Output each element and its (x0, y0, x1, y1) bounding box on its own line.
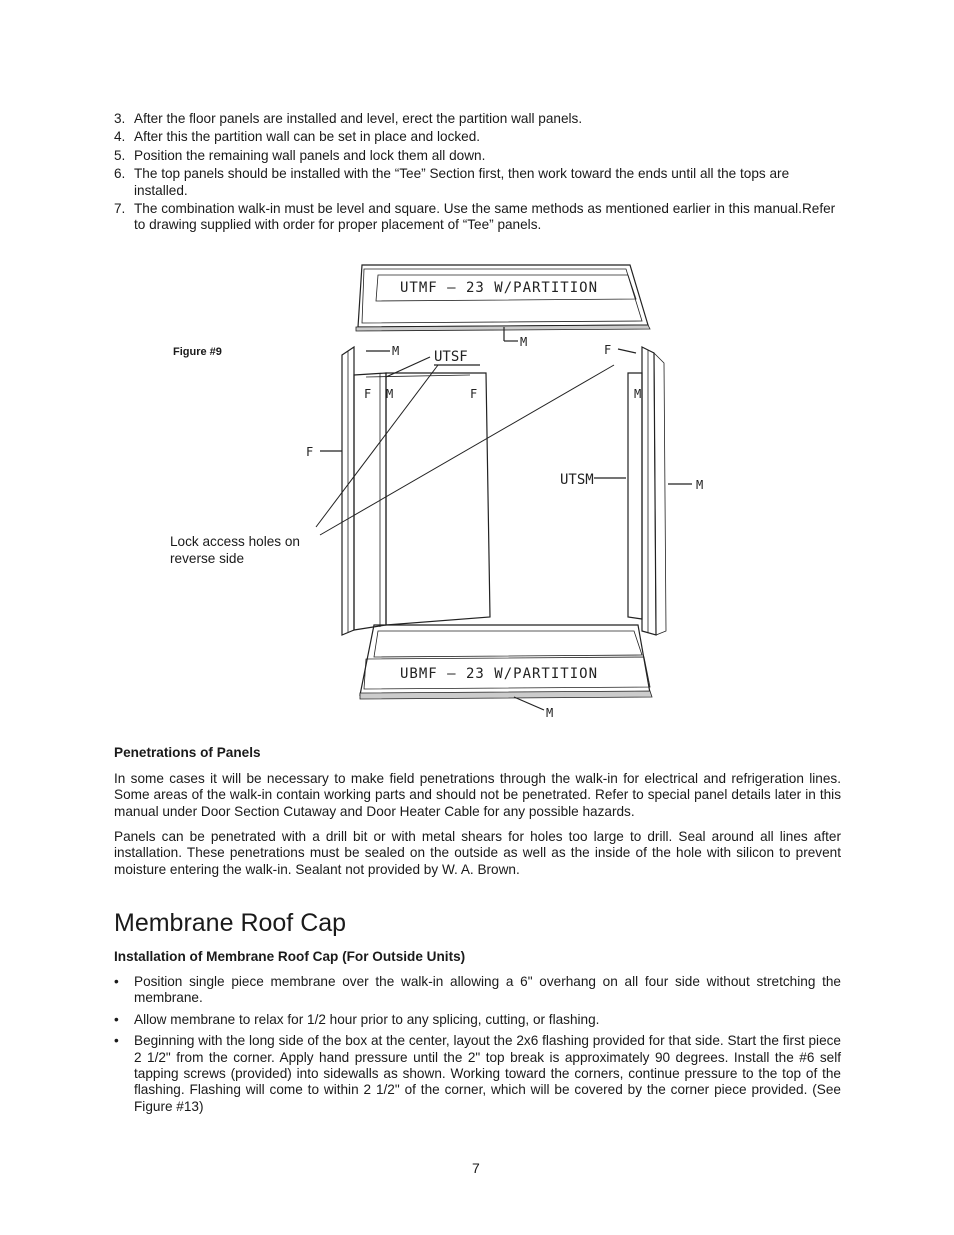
step-text: The combination walk-in must be level and square. Use the same methods as mentioned earlier in this manual.Refer to drawing supplied with order for proper placement of “Tee” panels. (134, 201, 836, 233)
step-item (114, 129, 844, 145)
bullet-text: Beginning with the long side of the box at the center, layout the 2x6 flashing provided for that side. Start the first piece 2 1/2" from the corner. Apply hand pressure until the 2" top break is approximately 90 degrees. Install the #6 self tapping screws (provided) into sidewalls as shown. Working toward the corners, continue pressure to the top of the flashing. Flashing will come to within 2 1/2" of the corner, which will be covered by the corner piece provided. (See Figure #13) (134, 1033, 841, 1114)
marker-m: M (696, 478, 704, 492)
bullet-text: Position single piece membrane over the walk-in allowing a 6" overhang on all four side without stretching the membrane. (134, 974, 841, 1006)
marker-f: F (364, 387, 372, 401)
membrane-instructions (114, 974, 841, 1120)
step-number: 5. (114, 147, 126, 163)
figure-label: Figure #9 (173, 346, 222, 358)
bullet-mark: • (114, 974, 119, 989)
step-text: After this the partition wall can be set in place and locked. (134, 129, 481, 145)
membrane-title: Membrane Roof Cap (114, 909, 347, 937)
bullet-text: Allow membrane to relax for 1/2 hour prior to any splicing, cutting, or flashing. (134, 1011, 600, 1027)
marker-f: F (306, 445, 314, 459)
step-text: The top panels should be installed with the “Tee” Section first, then work toward the ends until all the tops are installed. (134, 166, 790, 198)
utsm-label: UTSM (560, 472, 594, 488)
list-item (114, 1033, 841, 1115)
penetrations-paragraph: In some cases it will be necessary to make field penetrations through the walk-in for electrical and refrigeration lines. Some areas of the walk-in contain working parts and should not be penetrated. Refer to special panel details later in this manual under Door Section Cutaway and Door Heater Cable for any possible hazards. (114, 771, 841, 819)
step-number: 7. (114, 201, 126, 217)
left-wall-panel (306, 344, 399, 635)
bottom-panel (360, 625, 652, 720)
list-item (114, 1012, 841, 1028)
lock-access-note: Lock access holes on reverse side (170, 534, 300, 566)
marker-m: M (392, 344, 400, 358)
bottom-panel-label: UBMF – 23 W/PARTITION (400, 666, 599, 682)
panel-assembly-diagram (290, 255, 720, 725)
marker-m: M (546, 706, 554, 720)
marker-f: F (470, 387, 478, 401)
bullet-mark: • (114, 1011, 119, 1027)
membrane-subheading: Installation of Membrane Roof Cap (For Outside Units) (114, 949, 466, 964)
lock-leader-line (316, 365, 438, 527)
step-item (114, 201, 844, 234)
installation-steps (114, 111, 844, 236)
marker-f: F (604, 343, 612, 357)
top-panel (356, 265, 650, 349)
step-number: 3. (114, 111, 126, 126)
right-wall-panel (560, 343, 703, 635)
step-item (114, 111, 844, 127)
marker-m: M (520, 335, 528, 349)
step-text: After the floor panels are installed and level, erect the partition wall panels. (134, 111, 583, 126)
page-number: 7 (472, 1160, 480, 1176)
bullet-mark: • (114, 1033, 119, 1049)
partition-wall-panel (366, 349, 490, 625)
top-panel-label: UTMF – 23 W/PARTITION (400, 280, 599, 296)
utsf-label: UTSF (434, 349, 468, 365)
list-item (114, 974, 841, 1007)
marker-m: M (386, 387, 394, 401)
step-number: 6. (114, 166, 126, 182)
step-text: Position the remaining wall panels and lock them all down. (134, 147, 486, 163)
penetrations-heading: Penetrations of Panels (114, 745, 261, 760)
penetrations-paragraph: Panels can be penetrated with a drill bit or with metal shears for holes too large to drill. Seal around all lines after installation. These penetrations must be sealed on the outside as well as the inside of the hole with silicon to prevent moisture entering the walk-in. Sealant not provided by W. A. Brown. (114, 829, 841, 877)
step-number: 4. (114, 129, 126, 145)
step-item (114, 148, 844, 164)
step-item (114, 166, 844, 199)
marker-m: M (634, 387, 642, 401)
